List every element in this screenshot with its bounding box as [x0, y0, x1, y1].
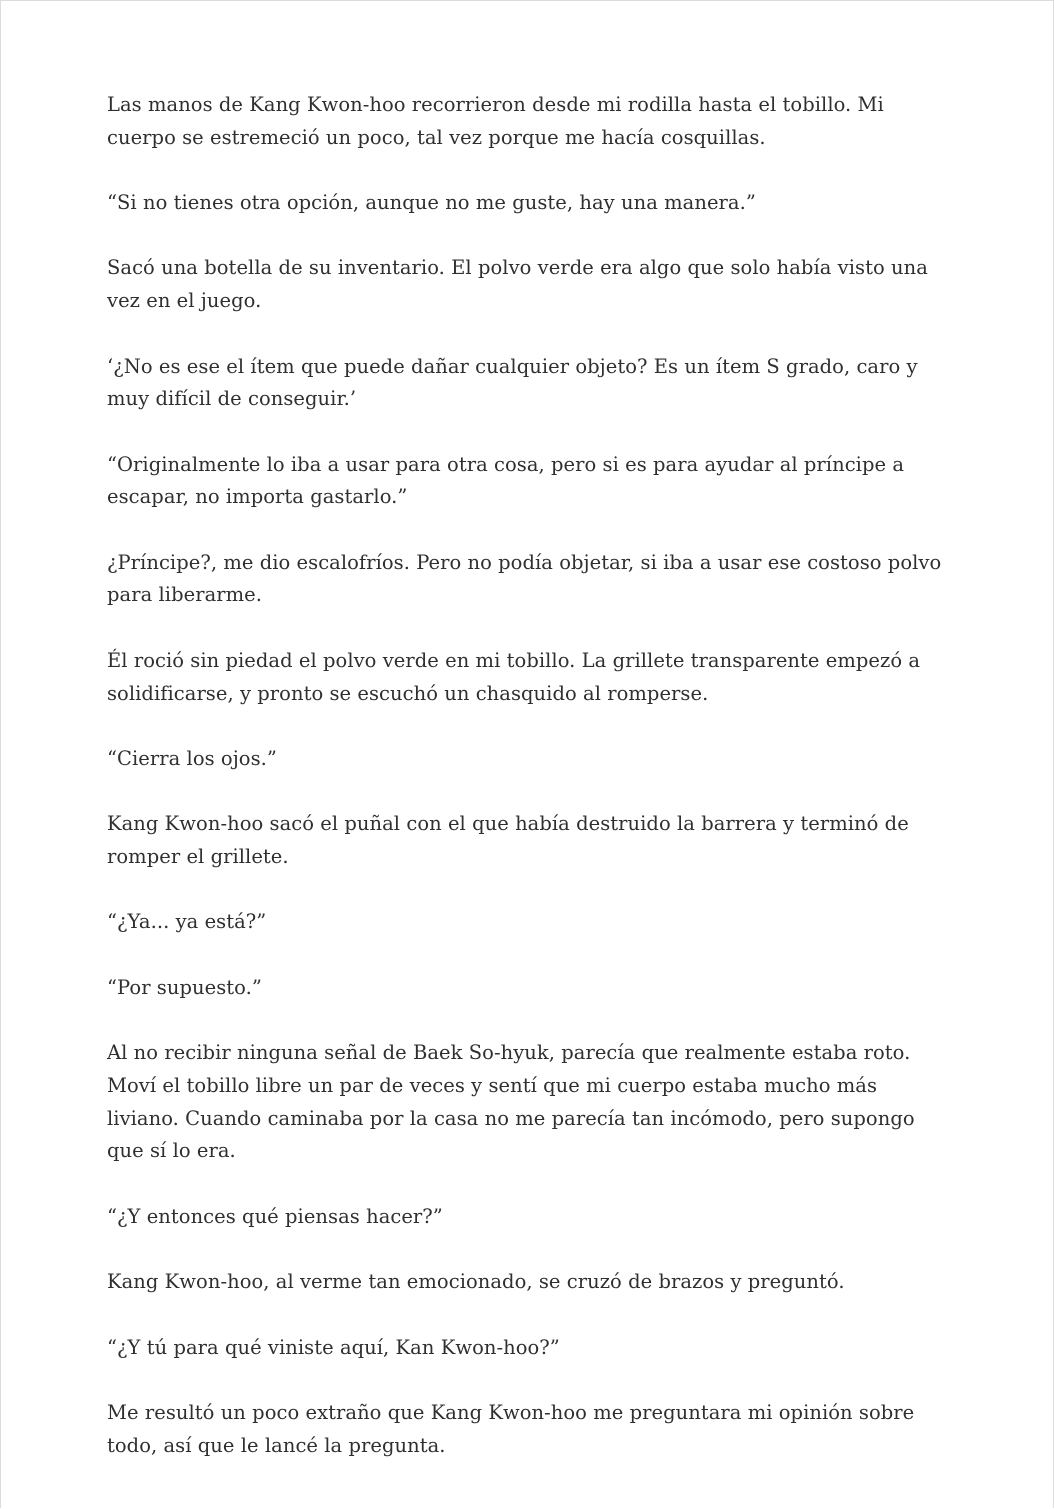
paragraph: “Por supuesto.” — [107, 975, 262, 999]
paragraph: “Si no tienes otra opción, aunque no me guste, hay una manera.” — [107, 191, 756, 215]
paragraph: Kang Kwon-hoo, al verme tan emocionado, se cruzó de brazos y preguntó. — [107, 1270, 845, 1294]
paragraph: Kang Kwon-hoo sacó el puñal con el que había destruido la barrera y terminó de romper el grillete. — [107, 812, 909, 869]
story-text — [107, 89, 952, 1495]
paragraph: Al no recibir ninguna señal de Baek So-hyuk, parecía que realmente estaba roto. Moví el tobillo libre un par de veces y sentí que mi cuerpo estaba mucho más liviano. Cuando caminaba por la casa no me parecía tan incómodo, pero supongo que sí lo era. — [107, 1041, 915, 1163]
paragraph: “¿Y entonces qué piensas hacer?” — [107, 1204, 443, 1228]
paragraph: “Originalmente lo iba a usar para otra cosa, pero si es para ayudar al príncipe a escapar, no importa gastarlo.” — [107, 452, 905, 509]
paragraph: “¿Ya... ya está?” — [107, 910, 267, 934]
paragraph: Me resultó un poco extraño que Kang Kwon-hoo me preguntara mi opinión sobre todo, así que le lancé la pregunta. — [107, 1400, 915, 1457]
paragraph: Las manos de Kang Kwon-hoo recorrieron desde mi rodilla hasta el tobillo. Mi cuerpo se estremeció un poco, tal vez porque me hacía cosquillas. — [107, 93, 884, 149]
paragraph: “Cierra los ojos.” — [107, 746, 277, 770]
paragraph: “¿Y tú para qué viniste aquí, Kan Kwon-hoo?” — [107, 1335, 560, 1359]
paragraph: ¿Príncipe?, me dio escalofríos. Pero no podía objetar, si iba a usar ese costoso polvo para liberarme. — [107, 550, 942, 607]
paragraph: Sacó una botella de su inventario. El polvo verde era algo que solo había visto una vez en el juego. — [107, 256, 928, 313]
paragraph: ‘¿No es ese el ítem que puede dañar cualquier objeto? Es un ítem S grado, caro y muy difícil de conseguir.’ — [107, 354, 918, 411]
paragraph: Él roció sin piedad el polvo verde en mi tobillo. La grillete transparente empezó a solidificarse, y pronto se escuchó un chasquido al romperse. — [107, 648, 921, 705]
